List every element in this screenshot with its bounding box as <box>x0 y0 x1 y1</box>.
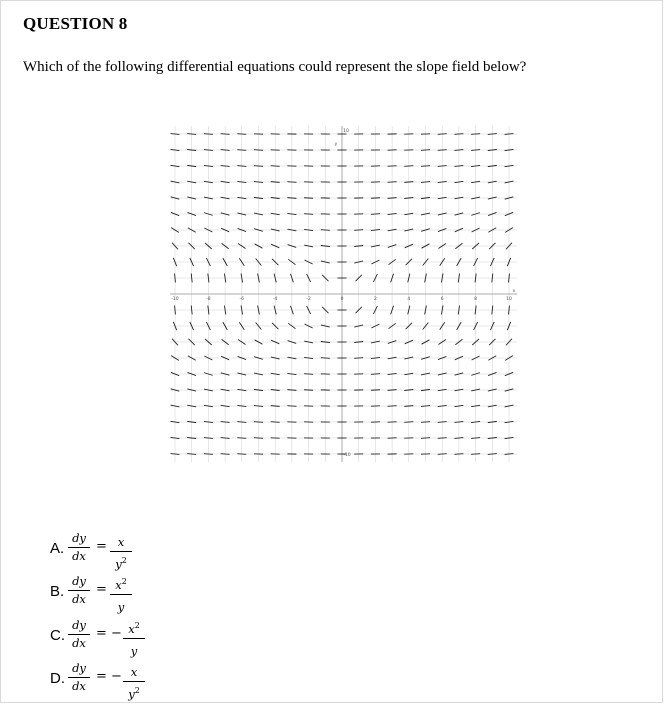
slope-segment <box>438 166 447 167</box>
slope-segment <box>371 229 380 230</box>
slope-segment <box>438 454 447 455</box>
slope-segment <box>221 181 230 182</box>
slope-segment <box>287 182 296 183</box>
rhs-denominator-exponent: 2 <box>121 556 127 565</box>
lhs-denominator: dx <box>72 679 86 693</box>
slope-segment <box>237 454 246 455</box>
slope-segment <box>488 421 497 422</box>
choice-letter: B. <box>50 583 65 600</box>
choice-letter: C. <box>50 627 65 644</box>
slope-segment <box>224 274 225 283</box>
slope-segment <box>505 149 514 150</box>
slope-segment <box>505 454 514 455</box>
rhs-denominator: y <box>130 644 138 658</box>
slope-segment <box>171 454 180 455</box>
slope-segment <box>187 421 196 422</box>
slope-segment <box>488 454 497 455</box>
slope-segment <box>304 214 313 215</box>
rhs-denominator: y <box>115 557 122 571</box>
slope-segment <box>304 374 313 375</box>
slope-segment <box>438 181 447 182</box>
slope-segment <box>354 246 363 247</box>
rhs-fraction <box>110 532 132 571</box>
slope-segment <box>221 422 230 423</box>
slope-segment <box>287 406 296 407</box>
slope-segment <box>237 166 246 167</box>
slope-segment <box>471 438 480 439</box>
x-tick-label: -10 <box>171 297 179 302</box>
slope-segment <box>287 390 296 391</box>
slope-segment <box>187 134 196 135</box>
choice-letter: D. <box>50 670 65 687</box>
slope-segment <box>254 197 263 198</box>
slope-segment <box>187 165 196 166</box>
slope-segment <box>421 150 430 151</box>
slope-segment <box>404 182 413 183</box>
lhs-numerator: dy <box>72 531 86 545</box>
x-tick-label: 2 <box>373 297 377 302</box>
slope-segment <box>471 454 480 455</box>
slope-segment <box>204 165 213 166</box>
slope-segment <box>454 150 463 151</box>
slope-segment <box>271 390 280 391</box>
slope-segment <box>204 454 213 455</box>
slope-segment <box>254 182 263 183</box>
slope-segment <box>454 438 463 439</box>
slope-segment <box>271 166 280 167</box>
x-tick-label: -2 <box>306 297 311 302</box>
slope-segment <box>271 182 280 183</box>
lhs-denominator: dx <box>72 549 86 563</box>
choice-letter: A. <box>50 540 65 557</box>
x-axis-name: x <box>512 289 516 294</box>
slope-segment <box>371 374 380 375</box>
slope-segment <box>488 165 497 166</box>
rhs-fraction <box>123 619 145 658</box>
slope-segment <box>388 373 397 374</box>
y-axis-name: y <box>334 142 338 148</box>
slope-segment <box>388 198 397 199</box>
equals-sign: = <box>96 626 107 641</box>
slope-segment <box>221 134 230 135</box>
slope-segment <box>471 134 480 135</box>
slope-segment <box>488 150 497 151</box>
slope-segment <box>237 422 246 423</box>
lhs-denominator: dx <box>72 592 86 606</box>
x-tick-label: 10 <box>506 297 512 302</box>
slope-segment <box>509 274 510 283</box>
slope-field-graph <box>170 118 530 473</box>
lhs-numerator: dy <box>72 661 86 675</box>
slope-segment <box>204 421 213 422</box>
slope-segment <box>354 342 363 343</box>
slope-segment <box>438 405 447 406</box>
slope-segment <box>175 306 176 315</box>
rhs-numerator-exponent: 2 <box>134 621 140 630</box>
slope-segment <box>187 438 196 439</box>
slope-segment <box>438 422 447 423</box>
slope-segment <box>404 422 413 423</box>
slope-segment <box>271 422 280 423</box>
slope-segment <box>287 373 296 374</box>
slope-segment <box>287 198 296 199</box>
rhs-fraction <box>123 662 145 701</box>
slope-segment <box>471 421 480 422</box>
slope-segment <box>454 181 463 182</box>
slope-segment <box>171 149 180 150</box>
slope-segment <box>304 357 313 358</box>
y-tick-label-bottom: -10 <box>343 453 351 458</box>
slope-segment <box>271 406 280 407</box>
slope-segment <box>187 454 196 455</box>
y-tick-label-top: 10 <box>343 129 349 134</box>
slope-segment <box>488 438 497 439</box>
slope-segment <box>421 389 430 390</box>
slope-segment <box>505 437 514 438</box>
x-tick-label: 0 <box>340 297 344 302</box>
slope-segment <box>321 230 330 231</box>
slope-segment <box>421 182 430 183</box>
rhs-fraction <box>110 575 132 614</box>
slope-segment <box>221 438 230 439</box>
slope-segment <box>471 165 480 166</box>
slope-segment <box>458 306 459 315</box>
slope-segment <box>454 422 463 423</box>
slope-segment <box>438 134 447 135</box>
lhs-fraction <box>68 532 90 563</box>
equals-sign: = <box>96 582 107 597</box>
slope-segment <box>204 134 213 135</box>
question-title: QUESTION 8 <box>23 14 128 33</box>
slope-segment <box>254 150 263 151</box>
slope-segment <box>509 306 510 315</box>
slope-segment <box>254 389 263 390</box>
rhs-numerator-exponent: 2 <box>121 577 127 586</box>
slope-segment <box>454 405 463 406</box>
slope-segment <box>287 213 296 214</box>
slope-segment <box>388 213 397 214</box>
slope-segment <box>492 306 493 315</box>
slope-segment <box>492 274 493 283</box>
slope-segment <box>208 274 209 283</box>
slope-segment <box>254 406 263 407</box>
slope-segment <box>404 406 413 407</box>
slope-segment <box>191 306 192 315</box>
slope-segment <box>404 390 413 391</box>
x-tick-label: 8 <box>474 297 478 302</box>
slope-segment <box>505 134 514 135</box>
x-tick-label: 4 <box>407 297 411 302</box>
axes <box>170 126 517 462</box>
x-tick-label: -4 <box>272 297 278 302</box>
slope-segment <box>458 274 459 283</box>
slope-segment <box>237 134 246 135</box>
slope-segment <box>224 306 225 315</box>
minus-sign: − <box>111 626 122 641</box>
minus-sign: − <box>111 669 122 684</box>
slope-segment <box>421 438 430 439</box>
slope-segment <box>354 358 363 359</box>
slope-segment <box>321 342 330 343</box>
slope-segment <box>237 181 246 182</box>
slope-segment <box>187 150 196 151</box>
slope-segment <box>204 150 213 151</box>
slope-segment <box>204 438 213 439</box>
lhs-numerator: dy <box>72 574 86 588</box>
slope-segment <box>321 358 330 359</box>
equals-sign: = <box>96 539 107 554</box>
slope-segment <box>221 405 230 406</box>
slope-segment <box>371 214 380 215</box>
lhs-fraction <box>68 575 90 606</box>
x-tick-label: 6 <box>440 297 444 302</box>
slope-segment <box>371 357 380 358</box>
lhs-fraction <box>68 619 90 650</box>
slope-segment <box>171 437 180 438</box>
slope-segment <box>488 134 497 135</box>
slope-segment <box>388 390 397 391</box>
rhs-numerator: x <box>117 535 125 549</box>
lhs-numerator: dy <box>72 618 86 632</box>
question-prompt: Which of the following differential equations could represent the slope field below? <box>23 59 527 75</box>
slope-segment <box>404 198 413 199</box>
slope-segment <box>454 454 463 455</box>
slope-segment <box>175 274 176 283</box>
slope-segment <box>354 230 363 231</box>
equals-sign: = <box>96 669 107 684</box>
slope-segment <box>471 150 480 151</box>
tick-labels <box>171 128 515 458</box>
slope-segment <box>404 166 413 167</box>
slope-segment <box>454 134 463 135</box>
lhs-fraction <box>68 662 90 693</box>
slope-segment <box>421 406 430 407</box>
slope-segment <box>421 197 430 198</box>
slope-segment <box>475 306 476 315</box>
slope-segment <box>475 274 476 283</box>
rhs-denominator-exponent: 2 <box>134 686 140 695</box>
slope-segment <box>388 406 397 407</box>
slope-segment <box>208 306 209 315</box>
slope-segment <box>221 454 230 455</box>
slope-segment <box>237 405 246 406</box>
slope-segment <box>171 134 180 135</box>
slope-segment <box>191 274 192 283</box>
slope-segment <box>321 246 330 247</box>
x-tick-label: -6 <box>239 297 245 302</box>
rhs-denominator: y <box>128 687 135 701</box>
slope-segment <box>221 150 230 151</box>
lhs-denominator: dx <box>72 636 86 650</box>
rhs-numerator: x <box>128 622 135 636</box>
slope-segment <box>454 166 463 167</box>
slope-segment <box>304 229 313 230</box>
slope-segment <box>221 166 230 167</box>
slope-segment <box>388 182 397 183</box>
x-tick-label: -8 <box>206 297 211 302</box>
rhs-numerator: x <box>130 665 138 679</box>
rhs-numerator: x <box>115 578 122 592</box>
slope-segment <box>271 198 280 199</box>
rhs-denominator: y <box>117 600 125 614</box>
slope-segment <box>254 438 263 439</box>
